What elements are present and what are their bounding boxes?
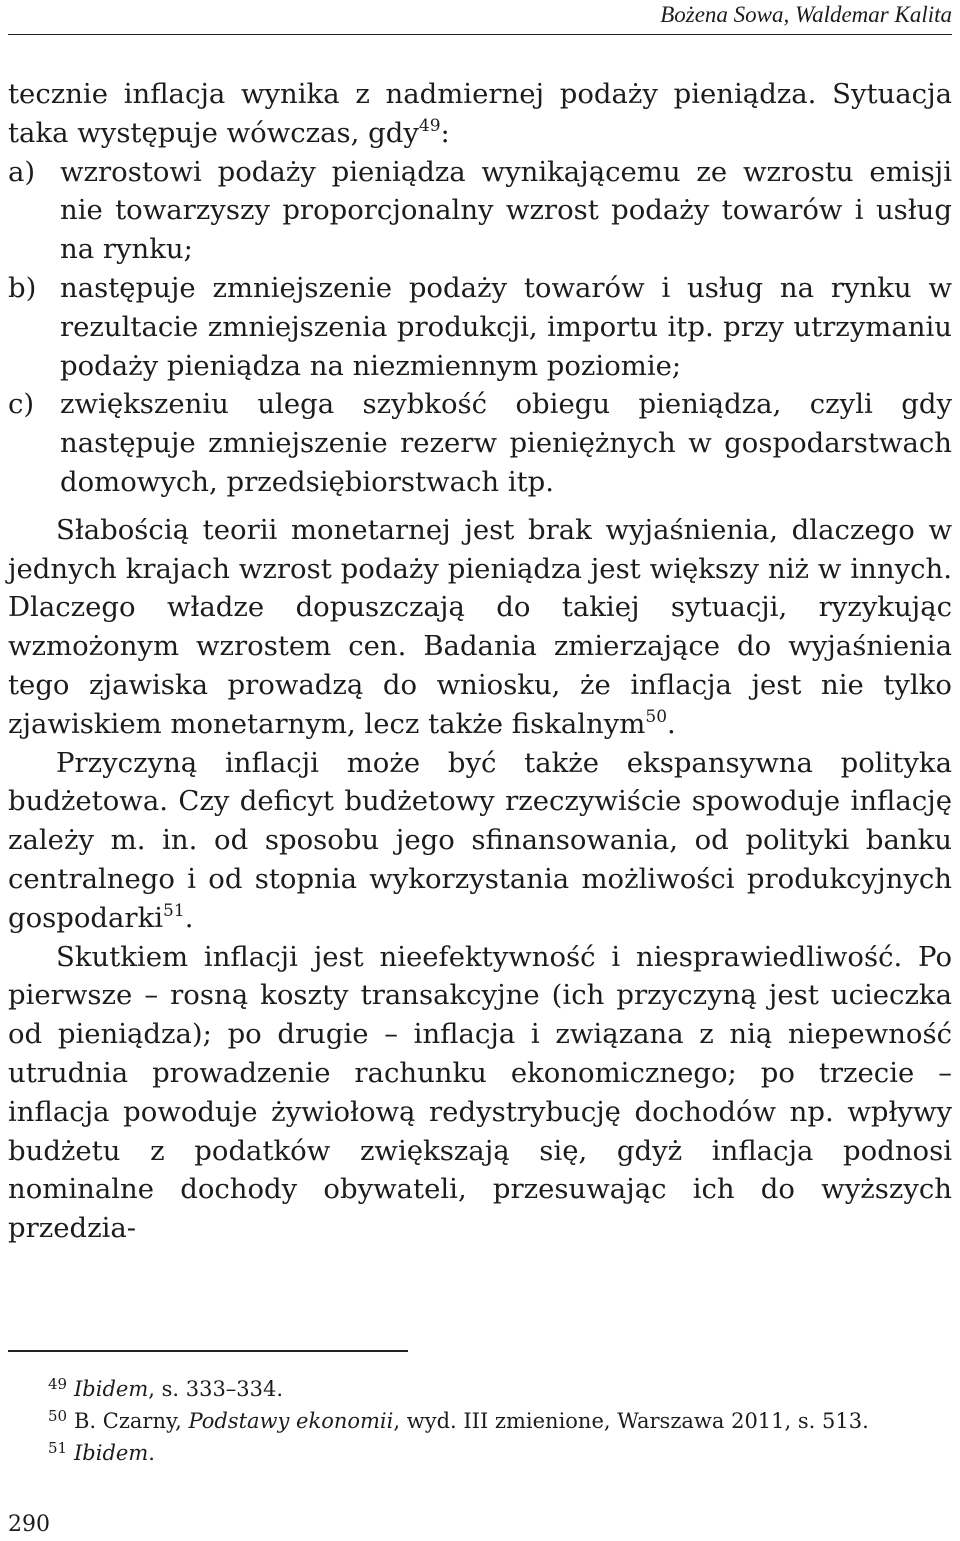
footnote-51 xyxy=(48,1437,952,1469)
footnote-ref-51[interactable]: 51 xyxy=(163,900,185,921)
footnote-text: B. Czarny, Podstawy ekonomii, wyd. III zmienione, Warszawa 2011, s. 513. xyxy=(74,1409,869,1433)
footnote-49 xyxy=(48,1373,952,1405)
footnote-ref-50[interactable]: 50 xyxy=(645,706,668,727)
main-text xyxy=(8,75,952,1248)
list-marker: c) xyxy=(8,388,35,421)
footnote-separator xyxy=(8,1350,408,1352)
list-item-text: następuje zmniejszenie podaży towarów i usług na rynku w rezultacie zmniejszenia produkcji, importu itp. przy utrzymaniu podaży pieniądza na niezmiennym poziomie; xyxy=(60,271,952,382)
footnote-50 xyxy=(48,1405,952,1437)
list-marker: a) xyxy=(8,155,36,188)
cause-list xyxy=(8,153,952,502)
footnote-number: 51 xyxy=(48,1439,68,1457)
intro-text: tecznie inflacja wynika z nadmiernej podaży pieniądza. Sytuacja taka występuje wówczas, gdy xyxy=(8,78,952,149)
footnote-text: Ibidem. xyxy=(74,1441,155,1465)
paragraph-inflation-effects: Skutkiem inflacji jest nieefektywność i niesprawiedliwość. Po pierwsze – rosną koszty transakcyjne (ich przyczyną jest ucieczka od pieniądza); po drugie – inflacja i związana z nią niepewność utrudnia prowadzenie rachunku ekonomicznego; po trzecie – inflacja powoduje żywiołową redystrybucję dochodów np. wpływy budżetu z podatków zwiększają się, gdyż inflacja podnosi nominalne dochody obywateli, przesuwając ich do wyższych przedzia- xyxy=(8,940,952,1245)
list-item xyxy=(8,269,952,385)
header-authors: Bożena Sowa, Waldemar Kalita xyxy=(660,2,952,27)
list-item-text: zwiększeniu ulega szybkość obiegu pieniądza, czyli gdy następuje zmniejszenie rezerw pieniężnych w gospodarstwach domowych, przedsiębiorstwach itp. xyxy=(60,388,952,498)
footnote-number: 49 xyxy=(48,1375,68,1393)
running-header xyxy=(8,0,952,35)
list-item xyxy=(8,385,952,501)
footnote-ref-49[interactable]: 49 xyxy=(418,115,441,136)
intro-paragraph: tecznie inflacja wynika z nadmiernej podaży pieniądza. Sytuacja taka występuje wówczas, gdy$^{49}$: xyxy=(8,78,952,149)
footnote-number: 50 xyxy=(48,1407,68,1425)
paragraph-budget-policy: Przyczyną inflacji może być także ekspansywna polityka budżetowa. Czy deficyt budżetowy rzeczywiście spowoduje inflację zależy m. in. od sposobu jego sfinansowania, od polityki banku centralnego i od stopnia wykorzystania możliwości produkcyjnych gospodarki$^{51}$. xyxy=(8,746,952,934)
footnotes xyxy=(48,1373,952,1469)
footnote-text: Ibidem, s. 333–334. xyxy=(74,1377,284,1401)
list-item xyxy=(8,153,952,269)
page-number: 290 xyxy=(8,1512,50,1537)
list-item-text: wzrostowi podaży pieniądza wynikającemu ze wzrostu emisji nie towarzyszy proporcjonalny wzrost podaży towarów i usług na rynku; xyxy=(60,155,952,266)
list-marker: b) xyxy=(8,271,37,304)
paragraph-monetary-theory: Słabością teorii monetarnej jest brak wyjaśnienia, dlaczego w jednych krajach wzrost podaży pieniądza jest większy niż w innych. Dlaczego władze dopuszczają do takiej sytuacji, ryzykując wzmożonym wzrostem cen. Badania zmierzające do wyjaśnienia tego zjawiska prowadzą do wniosku, że inflacja jest nie tylko zjawiskiem monetarnym, lecz także fiskalnym$^{50}$. xyxy=(8,513,952,740)
